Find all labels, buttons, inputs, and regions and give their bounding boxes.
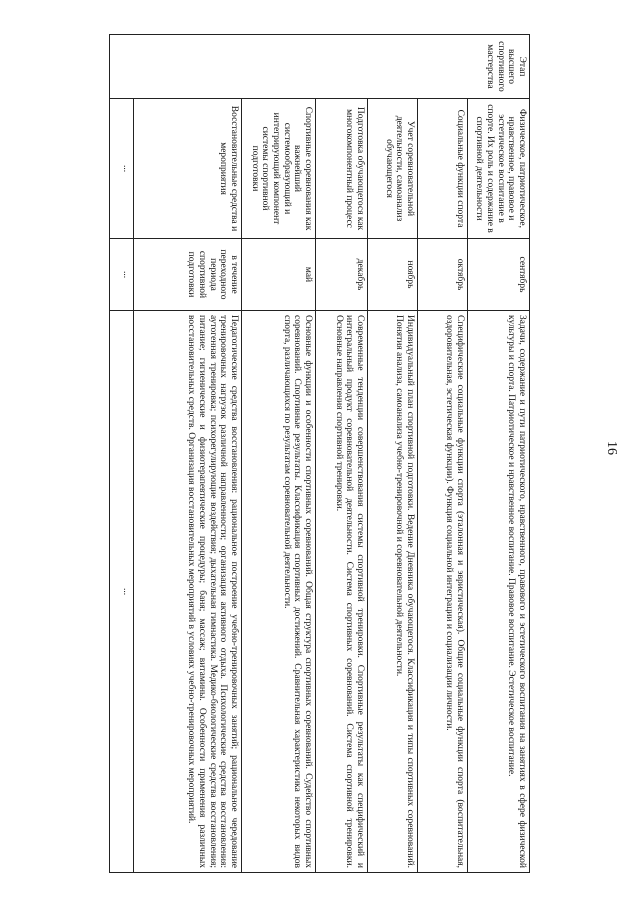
ellipsis-cell: ... — [110, 98, 134, 238]
ellipsis-cell: ... — [110, 310, 134, 872]
content-cell: Специфические социальные функции спорта (эталонная и эвристическая). Общие социальные функции спорта (воспитательная, оздоровительная, эстетическая функции). Функция социальной интеграции и социализации личности. — [418, 310, 468, 872]
content-cell: Современные тенденции совершенствования системы спортивной тренировки. Спортивные результаты как специфический и интегральный продукт соревновательной деятельности. Система спортивных соревнований. Система спортивной тренировки. Основные направления спортивной тренировки. — [316, 310, 368, 872]
table-row — [134, 34, 242, 872]
table-row — [110, 34, 134, 872]
month-cell: сентябрь — [468, 238, 530, 310]
month-cell: май — [242, 238, 316, 310]
topic-cell: Подготовка обучающегося как многокомпонентный процесс — [316, 98, 368, 238]
table-row — [368, 34, 418, 872]
content-cell: Основные функции и особенности спортивных соревнований. Общая структура спортивных соревнований. Судейство спортивных соревнований. Спортивные результаты. Классификация спортивных достижений. Сравнительная характеристика некоторых видов спорта, различающихся по результатам соревновательной деятельности. — [242, 310, 316, 872]
table-row — [418, 34, 468, 872]
month-cell: декабрь — [316, 238, 368, 310]
content-cell: Педагогические средства восстановления: рациональное построение учебно-тренировочных занятий; рациональное чередование тренировочных нагрузок различной направленности; организация активного отдыха. Психологические средства восстановления: аутогенная тренировка; психорегулирующие воздействия; дыхательная гимнастика. Медико-биологические средства восстановления; питание; гигиенические и физиотерапевтические процедуры; баня; массаж; витамины. Особенности применения различных восстановительных средств. Организация восстановительных мероприятий в условиях учебно-тренировочных мероприятий. — [134, 310, 242, 872]
table-row — [316, 34, 368, 872]
content-cell: Индивидуальный план спортивной подготовки. Ведение Дневника обучающегося. Классификация и типы спортивных соревнований. Понятия анализа, самоанализа учебно-тренировочной и соревновательной деятельности. — [368, 310, 418, 872]
content-cell: Задачи, содержание и пути патриотического, нравственного, правового и эстетического воспитания на занятиях в сфере физической культуры и спорта. Патриотическое и нравственное воспитание. Правовое воспитание. Эстетическое воспитание. — [468, 310, 530, 872]
table-row — [468, 34, 530, 872]
month-cell: октябрь — [418, 238, 468, 310]
stage-cell: Этап высшего спортивного мастерства — [110, 34, 530, 98]
topic-cell: Спортивные соревнования как важнейший системообразующий и интегрирующий компонент системы спортивной подготовки — [242, 98, 316, 238]
topic-cell: Физическое, патриотическое, нравственное, правовое и эстетическое воспитание в спорте. Их роль и содержание в спортивной деятельности — [468, 98, 530, 238]
table-row — [242, 34, 316, 872]
month-cell: ноябрь — [368, 238, 418, 310]
rotated-table-wrapper — [110, 34, 530, 872]
topic-cell: Социальные функции спорта — [418, 98, 468, 238]
program-table — [109, 34, 530, 873]
month-cell: в течение переходного периода спортивной подготовки — [134, 238, 242, 310]
page-number: 16 — [604, 441, 619, 455]
topic-cell: Учет соревновательной деятельности, самоанализ обучающегося — [368, 98, 418, 238]
ellipsis-cell: ... — [110, 238, 134, 310]
topic-cell: Восстановительные средства и мероприятия — [134, 98, 242, 238]
